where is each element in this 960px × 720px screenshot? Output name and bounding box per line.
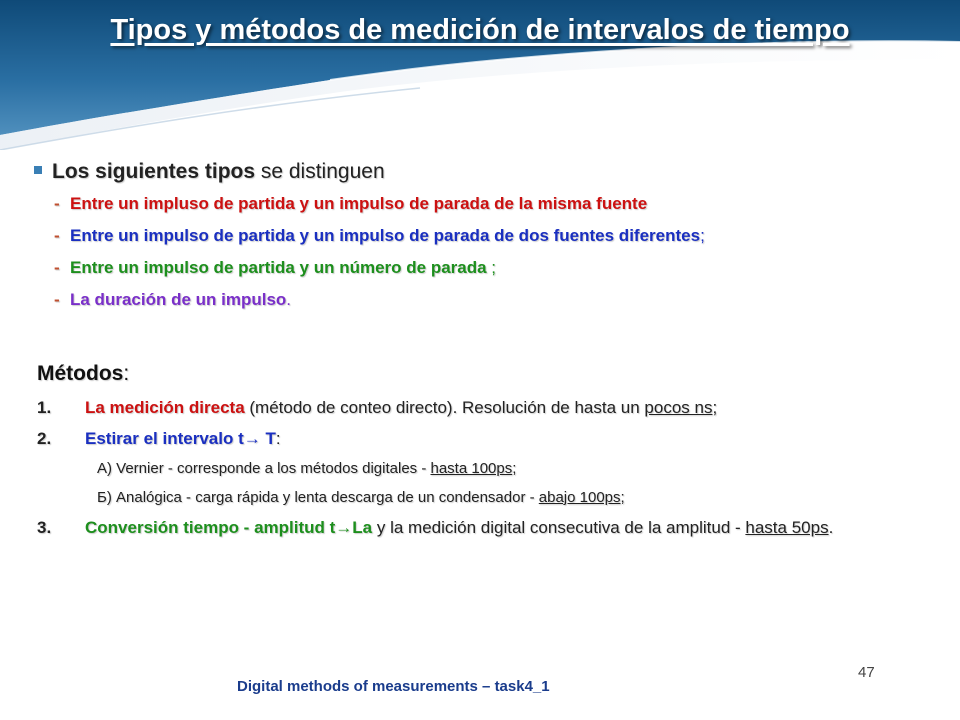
method-2b-end: ; [620,489,625,506]
method-3-desc: y la medición digital consecutiva de la amplitud - [376,518,746,537]
square-bullet-icon [34,166,42,174]
method-number: 2. [37,429,52,448]
method-2-name-end: T [260,429,276,448]
methods-heading-colon: : [123,362,130,385]
types-item-suffix: ; [700,226,705,245]
method-3-end: . [828,518,834,537]
method-2-name: Estirar el intervalo t [85,429,244,448]
method-2a [37,460,927,477]
dash-bullet: - [54,226,60,245]
types-lead-bold: Los siguientes tipos [52,160,256,183]
method-2b [37,489,927,506]
method-2 [37,429,927,449]
types-item-text: La duración de un impulso [70,290,287,309]
method-2a-text: А) Vernier - corresponde a los métodos digitales - [97,460,431,477]
method-3-name: Conversión tiempo - amplitud t [85,518,336,537]
method-1-resolution: pocos ns [644,398,713,417]
types-section [34,160,934,322]
method-3 [37,518,927,538]
method-1-end: ; [712,398,718,417]
types-lead [34,160,934,184]
types-item-text: Entre un impluso de partida y un impulso de parada de la misma fuente [70,194,648,213]
types-item-text: Entre un impulso de partida y un impulso de parada de dos fuentes diferentes [70,226,701,245]
method-number: 3. [37,518,52,537]
method-2b-resolution: abajo 100ps [538,489,621,506]
methods-section [37,362,927,549]
header-banner [0,0,960,150]
method-2a-resolution: hasta 100ps [430,460,513,477]
types-item-suffix: . [286,290,292,309]
dash-bullet: - [54,194,60,213]
method-2a-end: ; [512,460,517,477]
method-number: 1. [37,398,52,417]
method-2b-text: Б) Analógica - carga rápida y lenta descarga de un condensador - [97,489,539,506]
page-number: 47 [858,664,875,681]
types-item-2 [54,226,934,246]
method-2-end: : [275,429,281,448]
arrow-right-icon: → [243,429,261,448]
method-1-desc: (método de conteo directo). Resolución de hasta un [244,398,645,417]
types-item-suffix: ; [486,258,497,277]
methods-heading-text: Métodos [37,362,124,385]
method-1 [37,398,927,418]
methods-heading [37,362,927,386]
method-1-name: La medición directa [85,398,245,417]
method-3-name-end: La [352,518,377,537]
types-item-1 [54,194,934,214]
dash-bullet: - [54,290,60,309]
slide-footer: Digital methods of measurements – task4_1 [237,678,550,695]
types-lead-rest: se distinguen [255,160,385,183]
dash-bullet: - [54,258,60,277]
slide-title: Tipos y métodos de medición de intervalos de tiempo [110,14,850,46]
method-3-resolution: hasta 50ps [745,518,829,537]
arrow-right-icon: → [335,518,353,537]
types-item-3 [54,258,934,278]
types-item-4 [54,290,934,310]
types-item-text: Entre un impulso de partida y un número de parada [70,258,487,277]
